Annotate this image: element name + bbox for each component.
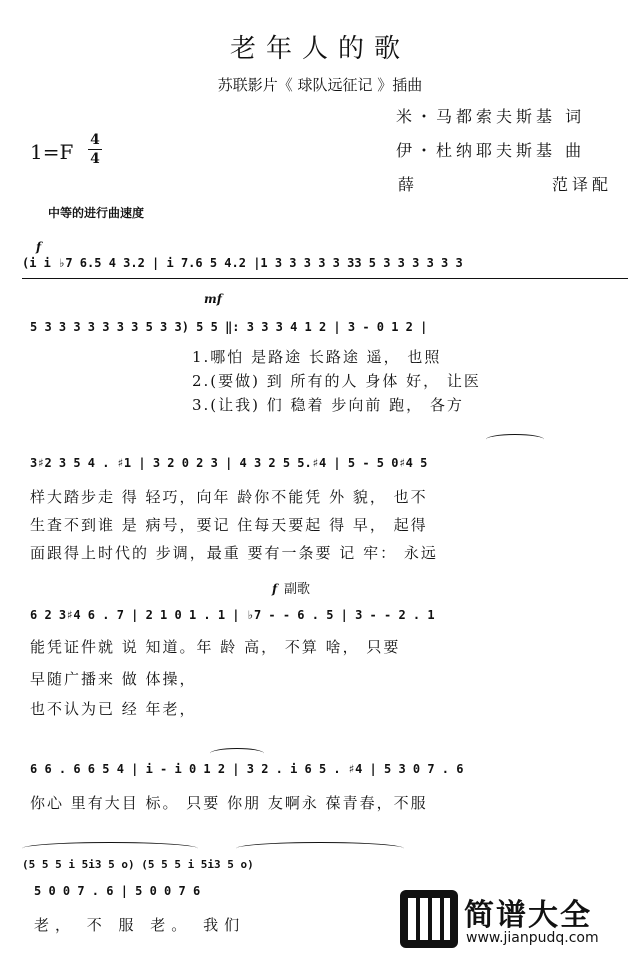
tempo-marking: 中等的进行曲速度 [48, 206, 145, 220]
row5-notes: 6 6 . 6 6 5 4 | i - i 0 1 2 | 3 2 . i 6 5 . ♯4 | 5 3 0 7 . 6 [30, 762, 464, 776]
row2-notes: 5 3 3 3 3 3 3 3 5 3 3) 5 5 ‖: 3 3 3 4 1 2 | 3 - 0 1 2 | [30, 320, 428, 334]
row2-lyric-1: 1.哪怕 是路途 长路途 遥， 也照 [192, 348, 442, 366]
row5-lyric-1: 你心 里有大目 标。 只要 你朋 友啊永 葆青春，不服 [30, 794, 428, 812]
row4-lyric-2: 早随广播来 做 体操， [30, 670, 197, 688]
row3-lyric-3: 面跟得上时代的 步调，最重 要有一条要 记 牢： 永远 [30, 544, 438, 562]
key-signature: 1=F [30, 140, 74, 164]
lyricist-credit: 米・马都索夫斯基 词 [396, 107, 586, 126]
row3-notes: 3♯2 3 5 4 . ♯1 | 3 2 0 2 3 | 4 3 2 5 5.♯4 | 5 - 5 0♯4 5 [30, 456, 428, 470]
intro-notes: (i i ♭7 6.5 4 3.2 | i 7.6 5 4.2 |1 3 3 3 3 3 33 5 3 3 3 3 3 3 [22, 256, 463, 270]
translator-credit-b: 范译配 [552, 175, 613, 194]
song-title: 老年人的歌 [229, 34, 410, 64]
row3-lyric-2: 生査不到谁 是 病号，要记 住每天要起 得 早， 起得 [30, 516, 428, 534]
row6-lyric-1: 老， 不 服 老。 我们 [34, 916, 246, 934]
time-numerator: 4 [90, 132, 100, 148]
row4-lyric-1: 能凭证件就 说 知道。年 龄 高， 不算 啥， 只要 [30, 638, 401, 656]
row6-notes: 5 0 0 7 . 6 | 5 0 0 7 6 [34, 884, 201, 898]
translator-credit-a: 薛 [398, 175, 419, 194]
row6-accompaniment: (5 5 5 i 5i3 5 o) (5 5 5 i 5i3 5 o) [22, 858, 254, 871]
watermark-brand: 简谱大全 [464, 898, 592, 933]
site-watermark [400, 890, 632, 948]
time-signature [88, 132, 102, 167]
dynamic-f: f [36, 240, 42, 254]
dynamic-mf: mf [204, 292, 222, 306]
row2-lyric-3: 3.(让我) 们 稳着 步向前 跑， 各方 [192, 396, 464, 414]
row3-lyric-1: 样大踏步走 得 轻巧，向年 龄你不能凭 外 貌， 也不 [30, 488, 428, 506]
composer-credit: 伊・杜纳耶夫斯基 曲 [396, 141, 586, 160]
chorus-label: 副歌 [284, 582, 311, 597]
piano-logo-icon [400, 890, 458, 948]
time-denominator: 4 [90, 151, 100, 167]
row2-lyric-2: 2.(要做) 到 所有的人 身体 好， 让医 [192, 372, 481, 390]
watermark-url: www.jianpudq.com [466, 930, 599, 946]
film-subtitle: 苏联影片《 球队远征记 》插曲 [217, 76, 423, 94]
row4-notes: 6 2 3♯4 6 . 7 | 2 1 0 1 . 1 | ♭7 - - 6 . 5 | 3 - - 2 . 1 [30, 608, 435, 622]
row4-lyric-3: 也不认为已 经 年老， [30, 700, 197, 718]
dynamic-f-chorus: f [272, 582, 278, 596]
